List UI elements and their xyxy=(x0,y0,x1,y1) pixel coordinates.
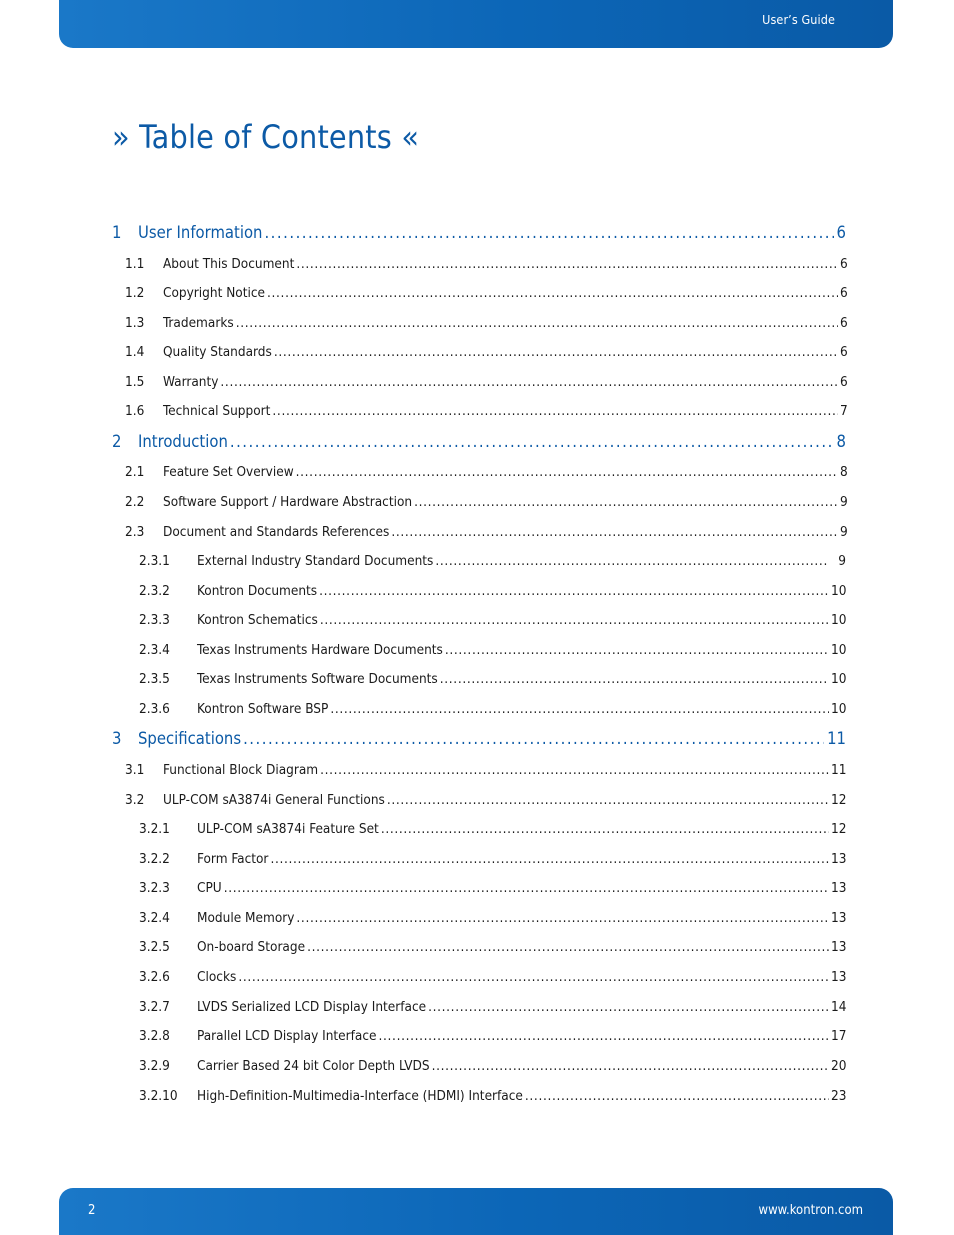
toc-dot-leader xyxy=(414,494,838,510)
toc-entry-title[interactable]: External Industry Standard Documents xyxy=(197,553,434,569)
toc-entry-number: 1.1 xyxy=(125,256,145,272)
toc-entry-number: 3.2.5 xyxy=(139,939,170,955)
toc-entry-title[interactable]: Quality Standards xyxy=(163,344,272,360)
toc-entry[interactable] xyxy=(112,729,846,748)
toc-dot-leader xyxy=(236,315,838,331)
page-title: » Table of Contents « xyxy=(112,118,420,156)
toc-entry-title[interactable]: Copyright Notice xyxy=(163,285,266,301)
toc-entry-title[interactable]: ULP-COM sA3874i Feature Set xyxy=(197,821,379,837)
toc-entry-page[interactable]: 13 xyxy=(831,880,847,896)
toc-entry-number: 3.2.6 xyxy=(139,969,170,985)
page-number: 2 xyxy=(88,1203,96,1218)
toc-entry-number: 1.3 xyxy=(125,315,145,331)
toc-entry-title[interactable]: Functional Block Diagram xyxy=(163,762,319,778)
toc-entry-title[interactable]: Warranty xyxy=(163,374,219,390)
toc-entry[interactable] xyxy=(112,939,846,955)
toc-entry-number: 2.3.3 xyxy=(139,612,170,628)
toc-entry[interactable] xyxy=(112,403,846,419)
toc-entry-page[interactable]: 6 xyxy=(840,256,848,272)
toc-entry[interactable] xyxy=(112,285,846,301)
toc-entry-title[interactable]: Texas Instruments Software Documents xyxy=(197,671,438,687)
toc-entry-title[interactable]: Software Support / Hardware Abstraction xyxy=(163,494,413,510)
toc-entry[interactable] xyxy=(112,642,846,658)
toc-entry-number: 3.2.4 xyxy=(139,910,170,926)
toc-dot-leader xyxy=(387,792,829,808)
toc-entry-page[interactable]: 7 xyxy=(840,403,848,419)
toc-dot-leader xyxy=(243,729,824,748)
toc-entry-title[interactable]: Texas Instruments Hardware Documents xyxy=(197,642,443,658)
toc-dot-leader xyxy=(267,285,838,301)
toc-entry-number: 2.3.5 xyxy=(139,671,170,687)
toc-entry-page[interactable]: 20 xyxy=(831,1058,847,1074)
toc-entry[interactable] xyxy=(112,671,846,687)
guide-label: User’s Guide xyxy=(762,12,835,27)
toc-entry-number: 3.2 xyxy=(125,792,145,808)
toc-entry-number: 2 xyxy=(112,432,122,451)
toc-entry-title[interactable]: On-board Storage xyxy=(197,939,306,955)
toc-dot-leader xyxy=(428,999,829,1015)
toc-entry-page[interactable]: 17 xyxy=(831,1028,847,1044)
toc-entry-title[interactable]: Kontron Documents xyxy=(197,583,318,599)
toc-entry[interactable] xyxy=(112,851,846,867)
toc-entry-number: 3.2.8 xyxy=(139,1028,170,1044)
toc-entry-number: 2.1 xyxy=(125,464,145,480)
toc-entry-number: 3.1 xyxy=(125,762,145,778)
toc-entry-number: 3.2.2 xyxy=(139,851,170,867)
toc-entry-number: 2.2 xyxy=(125,494,145,510)
toc-entry-title[interactable]: User Information xyxy=(138,223,263,242)
toc-entry[interactable] xyxy=(112,344,846,360)
toc-dot-leader xyxy=(220,374,838,390)
toc-entry-title[interactable]: Kontron Schematics xyxy=(197,612,318,628)
toc-entry[interactable] xyxy=(112,315,846,331)
toc-entry[interactable] xyxy=(112,821,846,837)
toc-entry-title[interactable]: About This Document xyxy=(163,256,295,272)
toc-dot-leader xyxy=(435,553,829,569)
toc-entry-title[interactable]: Parallel LCD Display Interface xyxy=(197,1028,377,1044)
toc-entry-title[interactable]: Module Memory xyxy=(197,910,295,926)
toc-entry[interactable] xyxy=(112,1058,846,1074)
toc-entry[interactable] xyxy=(112,1088,846,1104)
toc-entry-number: 2.3 xyxy=(125,524,145,540)
toc-entry-page[interactable]: 6 xyxy=(836,223,846,242)
toc-entry-page[interactable]: 10 xyxy=(831,583,847,599)
toc-dot-leader xyxy=(391,524,838,540)
toc-dot-leader xyxy=(440,671,829,687)
toc-entry-page[interactable]: 11 xyxy=(827,729,846,748)
toc-dot-leader xyxy=(307,939,829,955)
toc-entry-page[interactable]: 9 xyxy=(838,553,846,569)
toc-entry-number: 3.2.7 xyxy=(139,999,170,1015)
toc-entry-number: 1.2 xyxy=(125,285,145,301)
toc-entry-page[interactable]: 10 xyxy=(831,701,847,717)
toc-entry[interactable] xyxy=(112,880,846,896)
toc-dot-leader xyxy=(379,1028,829,1044)
toc-dot-leader xyxy=(296,464,838,480)
toc-entry-page[interactable]: 8 xyxy=(840,464,848,480)
toc-entry-number: 3.2.1 xyxy=(139,821,170,837)
toc-entry-number: 1.4 xyxy=(125,344,145,360)
toc-entry[interactable] xyxy=(112,910,846,926)
toc-entry-title[interactable]: High-Definition-Multimedia-Interface (HDMI) Interface xyxy=(197,1088,523,1104)
toc-entry[interactable] xyxy=(112,553,846,569)
toc-entry[interactable] xyxy=(112,792,846,808)
toc-entry[interactable] xyxy=(112,432,846,451)
toc-entry-page[interactable]: 9 xyxy=(840,494,848,510)
toc-dot-leader xyxy=(264,223,833,242)
toc-entry-page[interactable]: 23 xyxy=(831,1088,847,1104)
toc-entry[interactable] xyxy=(112,1028,846,1044)
toc-entry-number: 3 xyxy=(112,729,122,748)
toc-dot-leader xyxy=(274,344,838,360)
toc-entry-page[interactable]: 6 xyxy=(840,315,848,331)
toc-entry-page[interactable]: 10 xyxy=(831,612,847,628)
toc-entry[interactable] xyxy=(112,612,846,628)
toc-entry[interactable] xyxy=(112,701,846,717)
toc-entry-number: 3.2.3 xyxy=(139,880,170,896)
toc-entry-page[interactable]: 9 xyxy=(840,524,848,540)
toc-dot-leader xyxy=(272,403,838,419)
toc-entry[interactable] xyxy=(112,969,846,985)
toc-entry-title[interactable]: Carrier Based 24 bit Color Depth LVDS xyxy=(197,1058,430,1074)
toc-entry[interactable] xyxy=(112,999,846,1015)
toc-dot-leader xyxy=(525,1088,829,1104)
toc-dot-leader xyxy=(296,910,829,926)
toc-entry-page[interactable]: 6 xyxy=(840,285,848,301)
toc-dot-leader xyxy=(320,762,829,778)
toc-dot-leader xyxy=(230,432,834,451)
toc-entry-number: 2.3.2 xyxy=(139,583,170,599)
toc-entry-number: 2.3.1 xyxy=(139,553,170,569)
toc-entry[interactable] xyxy=(112,524,846,540)
toc-dot-leader xyxy=(432,1058,829,1074)
toc-entry-title[interactable]: Kontron Software BSP xyxy=(197,701,329,717)
toc-entry-page[interactable]: 13 xyxy=(831,939,847,955)
toc-entry-title[interactable]: Feature Set Overview xyxy=(163,464,294,480)
header-bar xyxy=(59,0,893,48)
toc-entry-page[interactable]: 8 xyxy=(836,432,846,451)
toc-entry-title[interactable]: Form Factor xyxy=(197,851,269,867)
toc-dot-leader xyxy=(224,880,829,896)
toc-entry-page[interactable]: 14 xyxy=(831,999,847,1015)
toc-entry[interactable] xyxy=(112,464,846,480)
toc-dot-leader xyxy=(330,701,829,717)
toc-entry[interactable] xyxy=(112,223,846,242)
toc-entry-title[interactable]: Introduction xyxy=(138,432,228,451)
toc-entry-title[interactable]: LVDS Serialized LCD Display Interface xyxy=(197,999,427,1015)
toc-entry-page[interactable]: 13 xyxy=(831,969,847,985)
toc-dot-leader xyxy=(445,642,829,658)
toc-entry-title[interactable]: CPU xyxy=(197,880,222,896)
toc-entry-page[interactable]: 10 xyxy=(831,671,847,687)
footer-bar xyxy=(59,1188,893,1235)
toc-entry-page[interactable]: 13 xyxy=(831,851,847,867)
toc-entry-number: 2.3.4 xyxy=(139,642,170,658)
toc-entry-number: 1 xyxy=(112,223,122,242)
toc-dot-leader xyxy=(270,851,829,867)
toc-entry-number: 1.6 xyxy=(125,403,145,419)
toc-entry-title[interactable]: Document and Standards References xyxy=(163,524,390,540)
toc-entry-number: 1.5 xyxy=(125,374,145,390)
toc-dot-leader xyxy=(238,969,829,985)
toc-dot-leader xyxy=(381,821,829,837)
toc-entry[interactable] xyxy=(112,256,846,272)
toc-entry-title[interactable]: Trademarks xyxy=(163,315,234,331)
website-link[interactable]: www.kontron.com xyxy=(758,1203,863,1218)
toc-entry-page[interactable]: 13 xyxy=(831,910,847,926)
toc-entry-page[interactable]: 11 xyxy=(831,762,847,778)
toc-entry-number: 3.2.10 xyxy=(139,1088,178,1104)
toc-entry-number: 2.3.6 xyxy=(139,701,170,717)
toc-entry-page[interactable]: 10 xyxy=(831,642,847,658)
toc-entry-title[interactable]: Specifications xyxy=(138,729,242,748)
toc-entry-page[interactable]: 6 xyxy=(840,344,848,360)
toc-entry-page[interactable]: 12 xyxy=(831,821,847,837)
toc-entry-title[interactable]: ULP-COM sA3874i General Functions xyxy=(163,792,385,808)
toc-entry[interactable] xyxy=(112,374,846,390)
toc-entry-number: 3.2.9 xyxy=(139,1058,170,1074)
toc-entry-page[interactable]: 12 xyxy=(831,792,847,808)
toc-entry-title[interactable]: Clocks xyxy=(197,969,237,985)
toc-entry[interactable] xyxy=(112,494,846,510)
toc-dot-leader xyxy=(319,583,829,599)
toc-dot-leader xyxy=(296,256,838,272)
toc-entry-title[interactable]: Technical Support xyxy=(163,403,271,419)
toc-entry[interactable] xyxy=(112,583,846,599)
toc-dot-leader xyxy=(320,612,829,628)
toc-entry-page[interactable]: 6 xyxy=(840,374,848,390)
toc-entry[interactable] xyxy=(112,762,846,778)
